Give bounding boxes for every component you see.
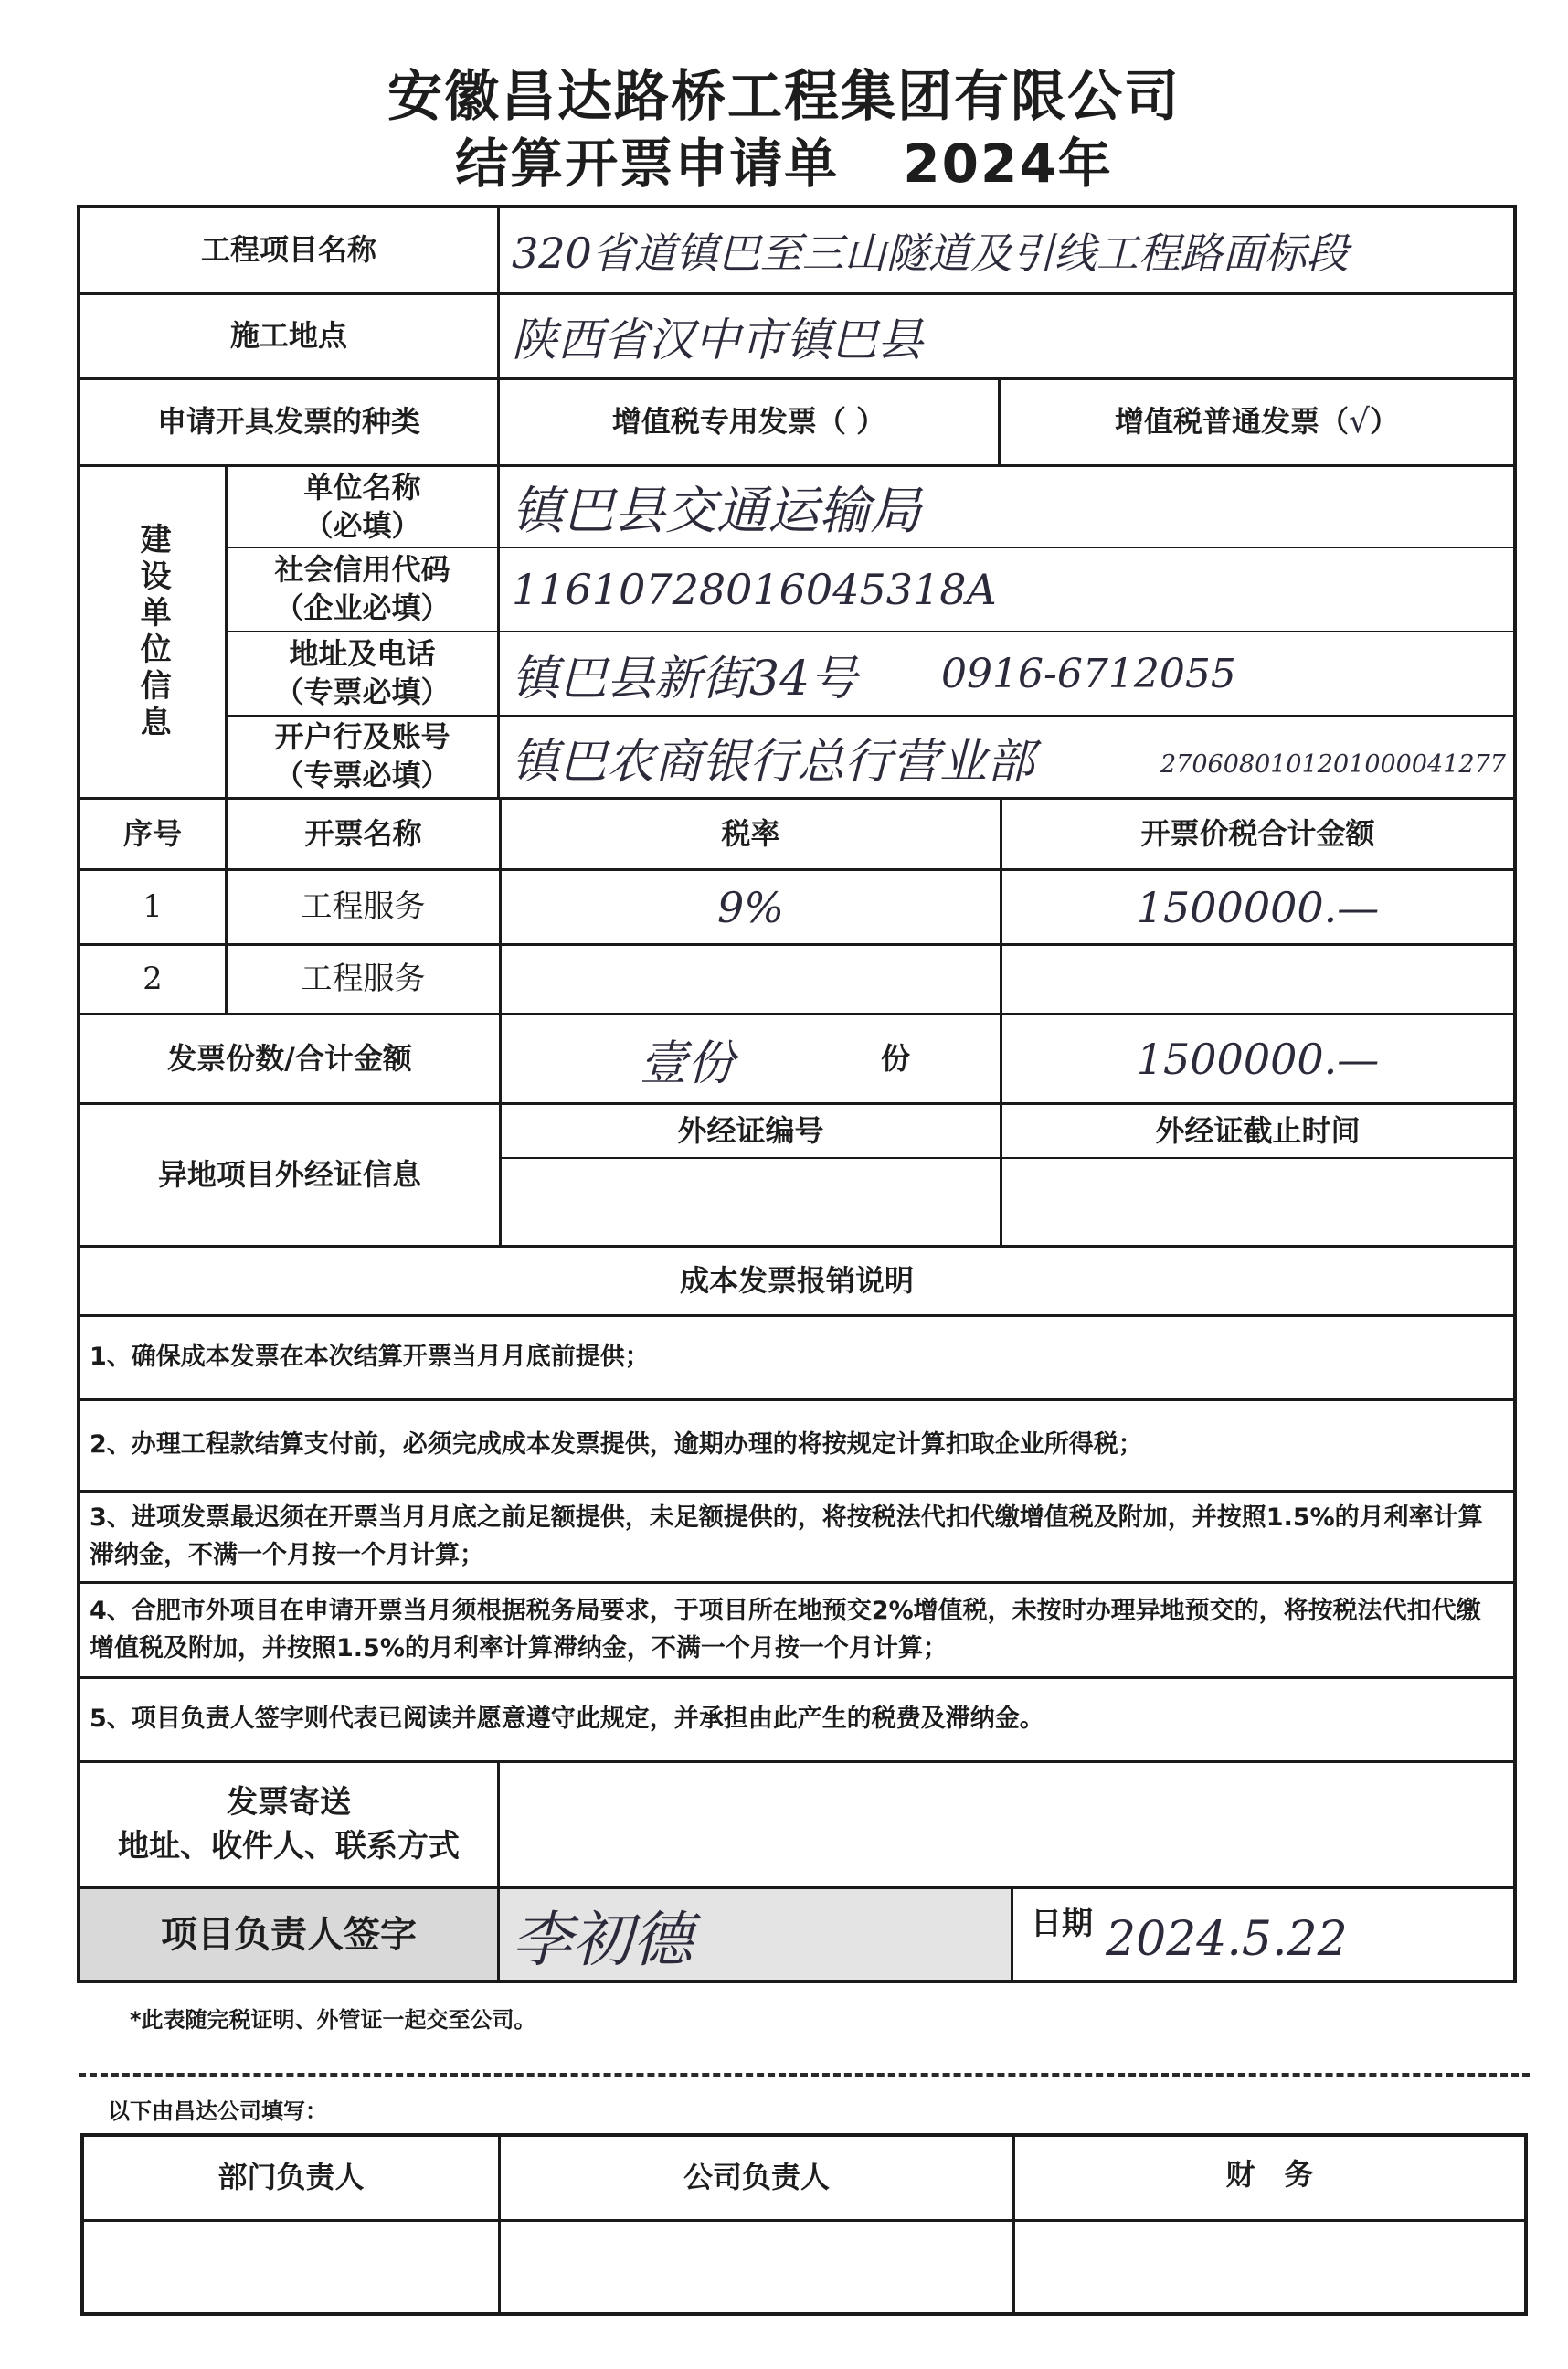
delivery-label-line1: 发票寄送 [227, 1783, 351, 1821]
vline [497, 205, 500, 797]
credit-code-value[interactable]: 11610728016045318A [512, 565, 997, 614]
address-label-text: 地址及电话 [289, 636, 436, 672]
dept-head-label: 部门负责人 [217, 2160, 365, 2195]
ordinary-vat-close: ） [1369, 404, 1399, 440]
bank-account-label [228, 717, 497, 797]
unit-name-value[interactable]: 镇巴县交通运输局 [512, 481, 921, 541]
note-2: 2、办理工程款结算支付前，必须完成成本发票提供，逾期办理的将按规定计算扣取企业所得税； [90, 1430, 1143, 1460]
cert-no-label: 外经证编号 [677, 1112, 824, 1148]
form-title [0, 121, 1568, 197]
col-header-rate: 税率 [721, 815, 780, 851]
unit-name-label-text: 单位名称 [303, 469, 421, 505]
project-name-value[interactable]: 320省道镇巴至三山隧道及引线工程路面标段 [512, 228, 1349, 278]
row1-amount[interactable]: 1500000.— [1136, 882, 1380, 932]
ordinary-vat-label: 增值税普通发票（ [1115, 404, 1350, 440]
note-4: 4、合肥市外项目在申请开票当月须根据税务局要求，于项目所在地预交2%增值税，未按时办理异地预交的，将按税法代扣代缴增值税及附加，并按照1.5%的月利率计算滞纳金，不满一个月按一个月计算； [90, 1597, 1481, 1663]
note-5: 5、项目负责人签字则代表已阅读并愿意遵守此规定，并承担由此产生的税费及滞纳金。 [90, 1705, 1044, 1734]
bank-name-value[interactable]: 镇巴农商银行总行营业部 [512, 734, 1035, 790]
row1-name: 工程服务 [301, 888, 426, 926]
address-value[interactable]: 镇巴县新街34号 [512, 651, 858, 706]
row2-rate[interactable] [502, 946, 1000, 1013]
bank-label-text: 开户行及账号 [274, 719, 450, 755]
cut-line [79, 2073, 1530, 2077]
finance-sign-field[interactable] [1015, 2222, 1524, 2312]
vline [1011, 1886, 1013, 1980]
location-value[interactable]: 陕西省汉中市镇巴县 [512, 313, 923, 367]
note-1: 1、确保成本发票在本次结算开票当月月底前提供； [90, 1343, 650, 1372]
copies-value[interactable]: 壹份 [640, 1036, 736, 1091]
company-section-title: 以下由昌达公司填写： [108, 2098, 327, 2124]
credit-code-label-text: 社会信用代码 [274, 552, 450, 588]
account-number-value[interactable]: 2706080101201000041277 [1160, 749, 1506, 779]
credit-code-required: （企业必填） [274, 590, 450, 625]
ordinary-vat-check: √ [1349, 402, 1370, 441]
company-head-sign-field[interactable] [501, 2222, 1012, 2312]
bottom-table-bottom [80, 2312, 1528, 2316]
row2-amount[interactable] [1002, 946, 1513, 1013]
date-value[interactable]: 2024.5.22 [1106, 1912, 1348, 1967]
row1-rate[interactable]: 9% [717, 882, 784, 932]
cert-deadline-value[interactable] [1002, 1159, 1513, 1245]
total-amount-value[interactable]: 1500000.— [1136, 1034, 1380, 1084]
location-label: 施工地点 [229, 318, 347, 354]
special-vat-option[interactable]: 增值税专用发票（ ） [611, 404, 886, 440]
dept-head-sign-field[interactable] [84, 2222, 498, 2312]
col-header-amount: 开票价税合计金额 [1140, 815, 1375, 851]
footer-note: *此表随完税证明、外管证一起交至公司。 [130, 2007, 536, 2033]
project-name-label: 工程项目名称 [200, 232, 376, 268]
company-title: 安徽昌达路桥工程集团有限公司 [387, 65, 1181, 129]
signature-value[interactable]: 李初德 [512, 1905, 693, 1975]
delivery-label [80, 1763, 497, 1886]
form-title-text: 结算开票申请单 [455, 133, 840, 195]
form-year: 2024年 [903, 133, 1113, 195]
notes-title: 成本发票报销说明 [679, 1262, 914, 1298]
delivery-value[interactable] [500, 1763, 1513, 1886]
invoice-type-label: 申请开具发票的种类 [156, 404, 420, 440]
unit-name-label [228, 467, 497, 547]
bottom-table-right [1524, 2133, 1528, 2316]
col-header-no: 序号 [122, 815, 182, 851]
copies-unit: 份 [880, 1040, 910, 1076]
finance-label: 财 务 [1225, 2157, 1314, 2193]
credit-code-label [228, 548, 497, 631]
date-label: 日期 [1031, 1905, 1093, 1942]
address-required: （专票必填） [274, 675, 450, 709]
phone-value[interactable]: 0916-6712055 [941, 650, 1236, 697]
row2-no: 2 [143, 961, 163, 998]
table-border-right [1513, 205, 1517, 1982]
unit-name-required: （必填） [303, 507, 421, 543]
cert-deadline-label: 外经证截止时间 [1155, 1112, 1361, 1148]
out-of-area-label: 异地项目外经证信息 [157, 1156, 421, 1192]
row2-name: 工程服务 [301, 961, 426, 998]
row1-no: 1 [143, 888, 163, 926]
note-3: 3、进项发票最迟须在开票当月月底之前足额提供，未足额提供的，将按税法代扣代缴增值税及附加，并按照1.5%的月利率计算滞纳金，不满一个月按一个月计算； [90, 1503, 1483, 1569]
signature-label: 项目负责人签字 [161, 1913, 417, 1956]
builder-info-vertical-text: 建设单位信息 [134, 522, 172, 742]
address-phone-label [228, 632, 497, 715]
col-header-name: 开票名称 [304, 815, 422, 851]
bank-required: （专票必填） [274, 758, 450, 792]
builder-info-group-label [80, 467, 225, 797]
totals-label: 发票份数/合计金额 [167, 1040, 412, 1076]
cert-no-value[interactable] [502, 1159, 1000, 1245]
company-head-label: 公司负责人 [683, 2160, 830, 2195]
delivery-label-line2: 地址、收件人、联系方式 [118, 1827, 460, 1864]
ordinary-vat-option[interactable] [1001, 380, 1513, 464]
table-border-bottom [77, 1980, 1517, 1983]
